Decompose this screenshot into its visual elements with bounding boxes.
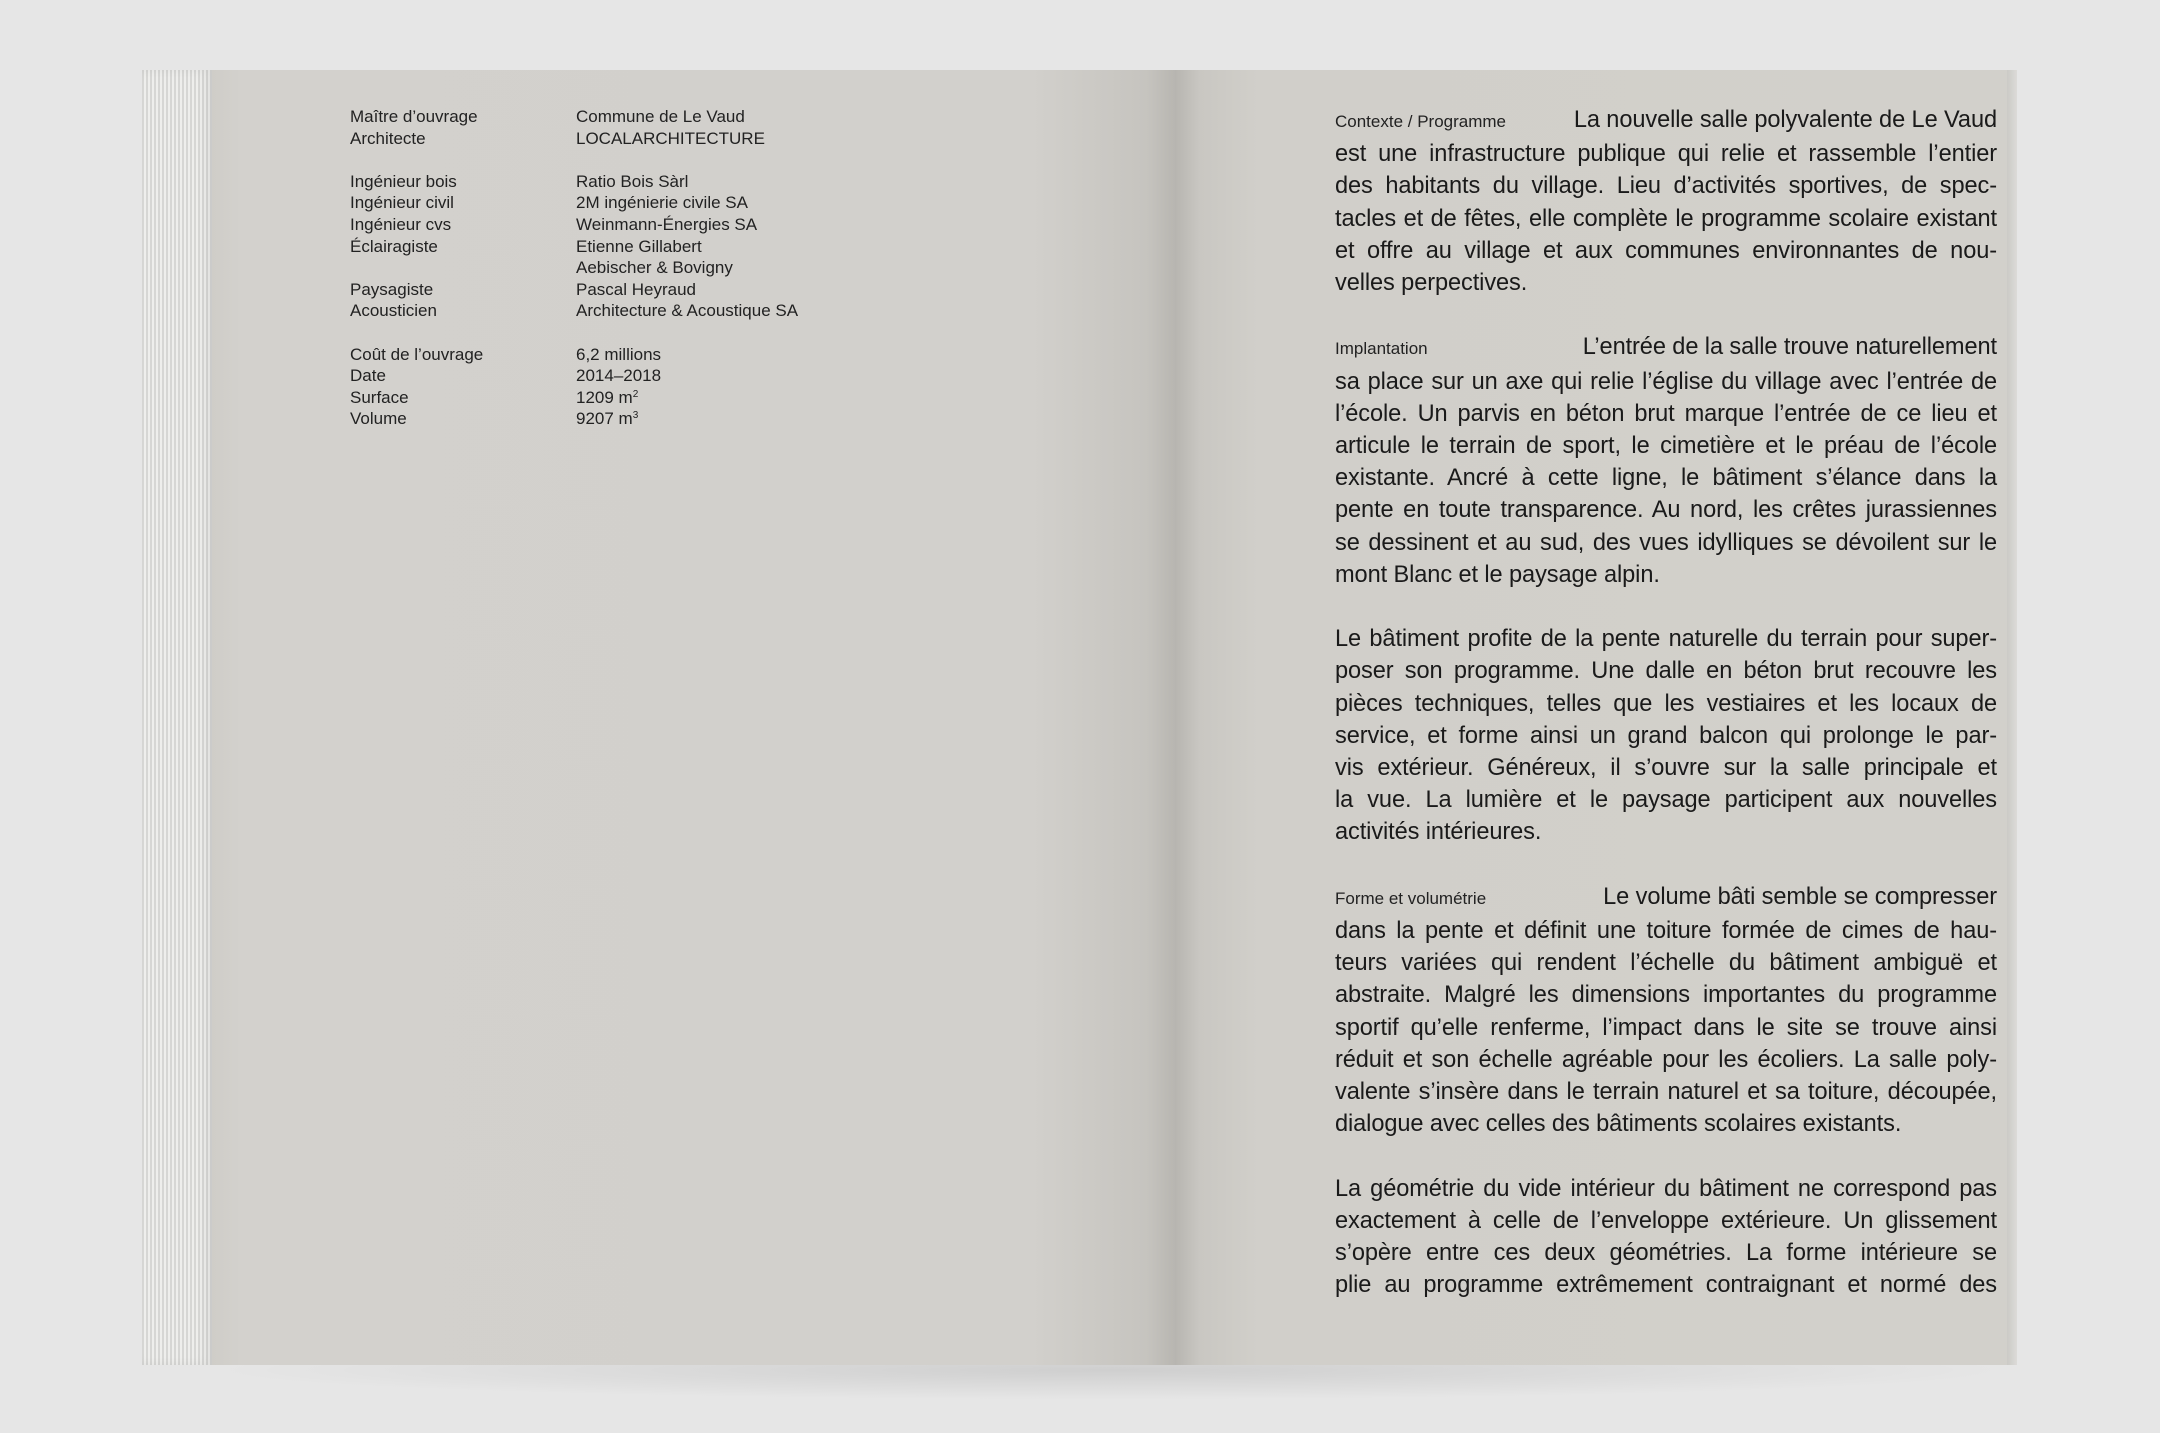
credit-row	[350, 236, 798, 258]
credit-row	[350, 171, 798, 193]
credit-value	[576, 344, 661, 366]
credit-value	[576, 387, 638, 409]
credit-value	[576, 408, 638, 430]
cover-edge	[2007, 70, 2017, 1365]
unit-exponent: 2	[632, 388, 639, 400]
credit-value	[576, 300, 798, 322]
credit-row	[350, 408, 798, 430]
credit-value-text: LOCALARCHITECTURE	[576, 128, 765, 148]
right-page	[1175, 70, 2007, 1365]
paragraph	[1335, 331, 1997, 591]
credit-value	[576, 128, 765, 150]
credit-value-text: Commune de Le Vaud	[576, 107, 745, 126]
project-credits	[350, 106, 798, 452]
credit-value-text: Architecture & Acoustique SA	[576, 301, 799, 321]
text-line: sa place sur un axe qui relie l’église du village avec l’entrée de	[1335, 368, 1997, 395]
credit-value-text: Aebischer & Bovigny	[576, 258, 733, 278]
text-line: valente s’insère dans le terrain naturel et sa toiture, découpée,	[1335, 1079, 1997, 1106]
text-line: activités intérieures.	[1335, 819, 1542, 846]
credit-group	[350, 344, 798, 430]
credit-value-text: 9207 m	[576, 409, 633, 429]
credit-value	[576, 214, 757, 236]
credit-group	[350, 171, 798, 322]
credit-value-text: Pascal Heyraud	[576, 279, 697, 299]
credit-value	[576, 106, 745, 128]
text-line: Le bâtiment profite de la pente naturelle du terrain pour super-	[1335, 626, 1997, 653]
text-line: et offre au village et aux communes environnantes de nou-	[1335, 237, 1997, 264]
text-line: poser son programme. Une dalle en béton brut recouvre les	[1335, 658, 1997, 685]
credit-value	[576, 365, 661, 387]
credit-value	[576, 236, 702, 258]
text-line: réduit et son échelle agréable pour les écoliers. La salle poly-	[1335, 1046, 1997, 1073]
credit-row	[350, 387, 798, 409]
text-line: service, et forme ainsi un grand balcon qui prolonge le par-	[1335, 722, 1997, 749]
credit-row	[350, 344, 798, 366]
text-line: abstraite. Malgré les dimensions importantes du programme	[1335, 982, 1997, 1009]
credit-value-text: Etienne Gillabert	[576, 236, 702, 256]
text-line: s’opère entre ces deux géométries. La forme intérieure se	[1335, 1240, 1997, 1267]
open-book	[142, 70, 2017, 1365]
text-line: articule le terrain de sport, le cimetière et le préau de l’école	[1335, 433, 1997, 460]
credit-row	[350, 300, 798, 322]
credit-label: Coût de l’ouvrage	[350, 344, 484, 364]
text-line: se dessinent et au sud, des vues idylliques se dévoilent sur le	[1335, 529, 1997, 556]
text-line: sportif qu’elle renferme, l’impact dans le site se trouve ainsi	[1335, 1014, 1997, 1041]
credit-row	[350, 106, 798, 128]
credit-label: Architecte	[350, 128, 426, 148]
credit-value-text: 1209 m	[576, 387, 633, 407]
credit-row	[350, 279, 798, 301]
section-label: Contexte / Programme	[1335, 112, 1507, 131]
credit-label: Volume	[350, 409, 407, 429]
text-line: la vue. La lumière et le paysage participent aux nouvelles	[1335, 787, 1997, 814]
paragraph	[1335, 104, 1997, 299]
text-line: velles perpectives.	[1335, 270, 1528, 297]
credit-value-text: 2M ingénierie civile SA	[576, 193, 748, 213]
section-label: Forme et volumétrie	[1335, 888, 1487, 908]
credit-row	[350, 192, 798, 214]
credit-row	[350, 214, 798, 236]
paragraph-first-line	[1335, 331, 1997, 365]
credit-label	[350, 257, 576, 279]
text-line: des habitants du village. Lieu d’activités sportives, de spec-	[1335, 173, 1997, 200]
section-label: Implantation	[1335, 339, 1428, 359]
text-line: pente en toute transparence. Au nord, les crêtes jurassiennes	[1335, 497, 1997, 524]
paragraph-lead-text: Le volume bâti semble se compresser	[1603, 883, 1997, 910]
paragraph-first-line	[1335, 104, 1997, 138]
paragraph	[1335, 881, 1997, 1141]
credit-row	[350, 365, 798, 387]
credit-label: Ingénieur cvs	[350, 214, 452, 234]
text-line: mont Blanc et le paysage alpin.	[1335, 561, 1660, 588]
text-line: exactement à celle de l’enveloppe extérieure. Un glissement	[1335, 1207, 1997, 1234]
text-line: vis extérieur. Généreux, il s’ouvre sur la salle principale et	[1335, 755, 1997, 782]
credit-label: Surface	[350, 387, 409, 407]
text-line: est une infrastructure publique qui relie et rassemble l’entier	[1335, 141, 1997, 168]
paragraph-lead-text: La nouvelle salle polyvalente de Le Vaud	[1573, 107, 1997, 133]
credit-label: Paysagiste	[350, 279, 434, 299]
project-description	[1335, 104, 1997, 1334]
credit-label: Éclairagiste	[350, 236, 438, 256]
text-line: tacles et de fêtes, elle complète le programme scolaire existant	[1335, 205, 1997, 232]
credit-label: Date	[350, 366, 386, 386]
page-edges	[142, 70, 212, 1365]
text-line: dans la pente et définit une toiture formée de cimes de hau-	[1335, 918, 1997, 945]
credit-value	[576, 192, 748, 214]
text-line: pièces techniques, telles que les vestiaires et les locaux de	[1335, 690, 1997, 717]
credit-group	[350, 106, 798, 149]
text-line: teurs variées qui rendent l’échelle du bâtiment ambiguë et	[1335, 950, 1997, 977]
credit-label: Acousticien	[350, 301, 437, 321]
credit-value	[576, 257, 733, 279]
credit-row	[350, 128, 798, 150]
paragraph-first-line	[1335, 881, 1997, 915]
credit-value	[576, 171, 688, 193]
text-line: dialogue avec celles des bâtiments scolaires existants.	[1335, 1111, 1902, 1138]
credit-value-text: Ratio Bois Sàrl	[576, 171, 689, 191]
text-line: existante. Ancré à cette ligne, le bâtiment s’élance dans la	[1335, 465, 1997, 492]
paragraph-lead-text: L’entrée de la salle trouve naturellement	[1582, 334, 1997, 361]
text-line: plie au programme extrêmement contraignant et normé des	[1335, 1272, 1997, 1299]
credit-label: Ingénieur bois	[350, 171, 457, 191]
credit-value-text: 2014–2018	[576, 366, 662, 386]
paragraph	[1335, 1173, 1997, 1302]
credit-row	[350, 257, 798, 279]
credit-label: Ingénieur civil	[350, 193, 454, 213]
left-page	[212, 70, 1175, 1365]
unit-exponent: 3	[632, 410, 639, 422]
paragraph	[1335, 623, 1997, 848]
credit-value-text: Weinmann-Énergies SA	[576, 214, 758, 234]
credit-value-text: 6,2 millions	[576, 344, 662, 364]
text-line: l’école. Un parvis en béton brut marque l’entrée de ce lieu et	[1335, 400, 1997, 427]
credit-value	[576, 279, 696, 301]
credit-label: Maître d’ouvrage	[350, 107, 478, 126]
text-line: La géométrie du vide intérieur du bâtiment ne correspond pas	[1335, 1175, 1997, 1202]
